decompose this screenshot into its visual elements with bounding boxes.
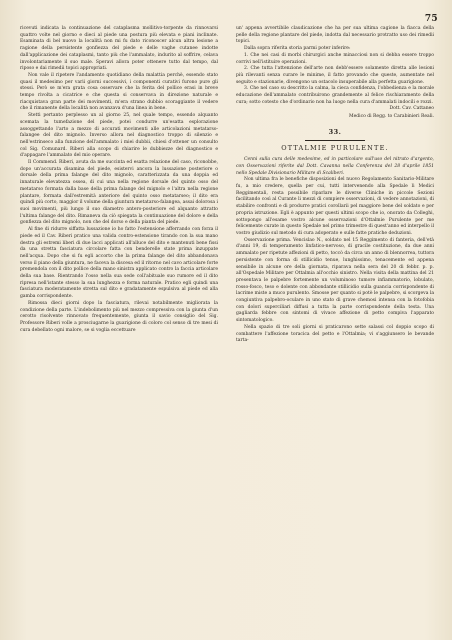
right-intro-paragraph-2: Dalla sopra riferita storia parmi poter inferire: (244, 46, 351, 52)
right-body-paragraph-1: Non ultima fra le benefiche disposizioni del nuovo Regolamento Sanitario-Militare fu, a mio credere, quella per cui, tutti intervenendo alla Spedale li Medici Reggimentali, resta possibile riparlare le diverse Cliniche in piccole Sezioni facilitando così al Curante li mezzi di compiere osservazioni, di vedere annotazioni, di stabilire confronti e di produrre pratici corollarii pel maggiore bene del soldato e per propria istruzione. Egli è appunto per questi ultimi scopo che io, onorato da Colleghi, sottopongo all'esame vostro alcune osservazioni d'Ottalmie Purulente per me felicemente curate in questo Spedale nel primo trimestre di quest'anno ed interpello il vostro giudizio sul metodo di cura adoperato e sulle fatte pratiche deduzioni. (236, 177, 435, 236)
left-paragraph-4: Il Commend. Riberi, avuta da me succinta ed esatta relazione del caso, riconobbe, dopo un'accurata disamina del piede, esistervi ancora la lussazione posteriore o dorsale della prima falange del dito mignolo, caratterizzata da una doppia ed innaturale elevatezza ossea, di cui una nella regione dorsale del quinto osso del metatarso formata dalla base della prima falange del mignolo e l'altra nella regione plantare, formata dall'estremità anteriore del quinto osso metatarseo; il dito era quindi più corto, maggior il volume della giuntura metatarso-falangea, assai dolorosa i suoi movimenti, più lungo il suo diametro antero-posteriore ed alquanto attratto l'ultima falange del dito. Rimaneva da ciò spiegata la continuazione del dolore e della gonfiezza del dito mignolo, non che del dorso e della pianta del piede. (20, 160, 218, 226)
right-body-paragraph-2: Osservazione prima. Vencislao N., soldato nel 15 Reggimento di fanteria, dell'età d'anni 19, di temperamento linfatico-nervoso, di gracile costituzione, da due anni ammalato per ripetute affezioni di petto, toccò da circa un anno di blennorrea, tuttora persistente con forma di stillicidio tenue, lunghissimo, tenacemente ed appena sensibile in alcune ore della giornata, riparava nella sera del 20 di febbr. p. p. all'Ospedale Militare per Ottalmia all'occhio sinistro. Nella visita della mattina del 21 presentava le palpebre fortemente un voluminoso tumore infiammatorio, lobulato, rosso-fosco, teso e dolente con abbondante stillicidio sulla guancia corrispondente di lacrime miste a muco purulento. Smosse per quanto si potè le palpebre, si scorgeva la congiuntiva palpebro-oculare in uno stato di grave chemosi intensa con la fotofobia con dolori superciliari diffusi a tutta la parte corrispondente della testa. Una gagliarda febbre con sintomi di vivace affezione di petto compiva l'apparato sintomatologico. (236, 237, 434, 324)
section-subtitle: Cenni sulla cura delle medesime, ed in particolare sull'uso del nitrato d'argento, con Osservazioni riferite dal Dott. Cavanna nella Conferenza del 28 d'aprile 1851 nello Spedale Divisionario Militare di Scaliberi. (236, 157, 434, 176)
section-number: 33. (328, 127, 342, 136)
left-column (20, 26, 218, 334)
signature-role: Medico di Regg. to Carabinieri Reali. (349, 114, 434, 120)
right-column (236, 26, 434, 345)
left-paragraph-2: Non vale il ripetere l'andamento quotidiano della malattia perchè, essendo stato quasi il medesimo per varii giorni successivi, i componenti curativi furono pure gli stessi. Però se m'era grata cosa osservare che la ferita del pollice erasi in breve tempo rivolta a cicatrice e che questa si conservava in direzione naturale e riacquistava gran parte dei movimenti, m'era strano dubbio scoraggiante il vedere che il rimanente della località non avanzava d'una linea in bene. (20, 72, 218, 112)
section-divider (305, 140, 365, 141)
signature-name: Dott. Cav. Cattaneo (389, 106, 434, 112)
section-title: OTTALMIE PURULENTE. (281, 143, 389, 152)
left-paragraph-6: Rimossa dieci giorni dopo la fasciatura, rilevai notabilmente migliorata la condizione della parte. L'indebolimento più nel mezzo compressiva con la giunta d'un cerotto risolvente rinnovato frequentemente, giunta il savio consiglio del Sig. Professore Riberi volle a prosciugarne la guarigione di coloro col senso di tre mesi di cura debellato ogni malore, se si voglia eccettuare (20, 300, 218, 333)
right-body-paragraph-3: Nella spazio di tre soli giorni si praticarono sette salassi col doppio scopo di combattere l'affezione toracica del petto e l'Ottalmia; vi s'aggiunsero le bevande tarta- (236, 324, 434, 344)
left-paragraph-3: Stetti pertanto perplesso un al giorno 25, nel quale tempo, essendo alquanto scemata la tumefazione del piede, potei condurre un'esatta esplorazione assoggettando l'arto a mezzo di accurati movimenti alle articolazioni metatarso-falangee del dito mignolo. Inverso allora nel diagnostico troppo di silenzio e nell'estrinseco alla funzione dell'ammalato i miei dubbii, chiesi d'ottener un consulto col Sig. Comunard. Riberi alla scopo di chiarire le dubbiezze del diagnostico e d'appagare l'ammalato del mio operare. (20, 113, 218, 159)
left-paragraph-5: Al fine di ridurre siffatta lussazione io ho fatto l'estensione afferrando con forza il piede ed il Cav. Riberi pratico una valida contro-estensione tirando con la sua mano destra gli estremi liberi di due lacci applicati all'alluce del dito e mantenuti bene fissi da una stretta fasciatura circolare fatta con benderelle state prima inzuppate nell'acqua. Dopo che si fu egli accorto che la prima falange del dito abbandonava verso il piano della giuntura, ne faceva la discesa ed il ritorno nel cavo articolare forte premendola con il dito pollice della mano sinistra applicato contro la faccia articolare della sua base. Rientrando l'osso nella sua sede coll'abituale suo rumore ed il dito ripresa nell'istante stesso la sua lunghezza e forma naturale. Pratico egli quindi una fasciatura moderatamente stretta sul dito e gradatamente espulsiva al piede ed alla gamba corrispondente. (20, 227, 218, 300)
right-intro-paragraph-1: un' appena avvertibile claudicazione che ha per sua ultima cagione la fiacca della pelle della regione plantare del piede, indotta dal necessario protratto uso dei rimedii topici. (236, 26, 434, 45)
right-intro-paragraph-5: 3. Che nel caso su descritto la calma, la cieca confidenza, l'obbedienza e la morale educazione dell'ammalato contribuirono grandemente al felice rischiaramento della cura; sotto cotesto che d'ordinario non ha luogo nella cura d'ammalati indocili e rozzi. (236, 86, 434, 105)
left-paragraph-1: ricevuti indicata la continuazione del cataplasma mollitivo-torpente da rinnovarsi quattro volte nel giorno e dieci al piede una postura più elevata e piani inclinate. Esaminata di bel nuovo la località non mi fu dato riconoscer alcun altra lesione a ragione della persistente gonfiezza del piede e delle vaghe cutanee indotte dall'applicazione dei cataplasmi, tanto più che l'ammalato, indurito al soffrire, celava involontariamente il suo male. Speravi allora poter ottenere tutto dal tempo, dal riposo e dai rimedii topici appropriati. (20, 26, 218, 72)
page-number: 75 (424, 14, 438, 24)
right-intro-paragraph-4: 2. Che tutta l'attenzione dell'arte non debb'essere solamente diretta alle lesioni più rilevanti senza curare le minime, il fatto provando che queste, aumentate nel seguito e stazionarie, divengono un ostacolo insuperabile alla perfetta guarigione. (236, 66, 434, 85)
right-intro-paragraph-3: 1. Che nei casi di morbi chirurgici anche minacciosi non si debba essere troppo corrivi nell'istituire operazioni. (236, 52, 434, 65)
